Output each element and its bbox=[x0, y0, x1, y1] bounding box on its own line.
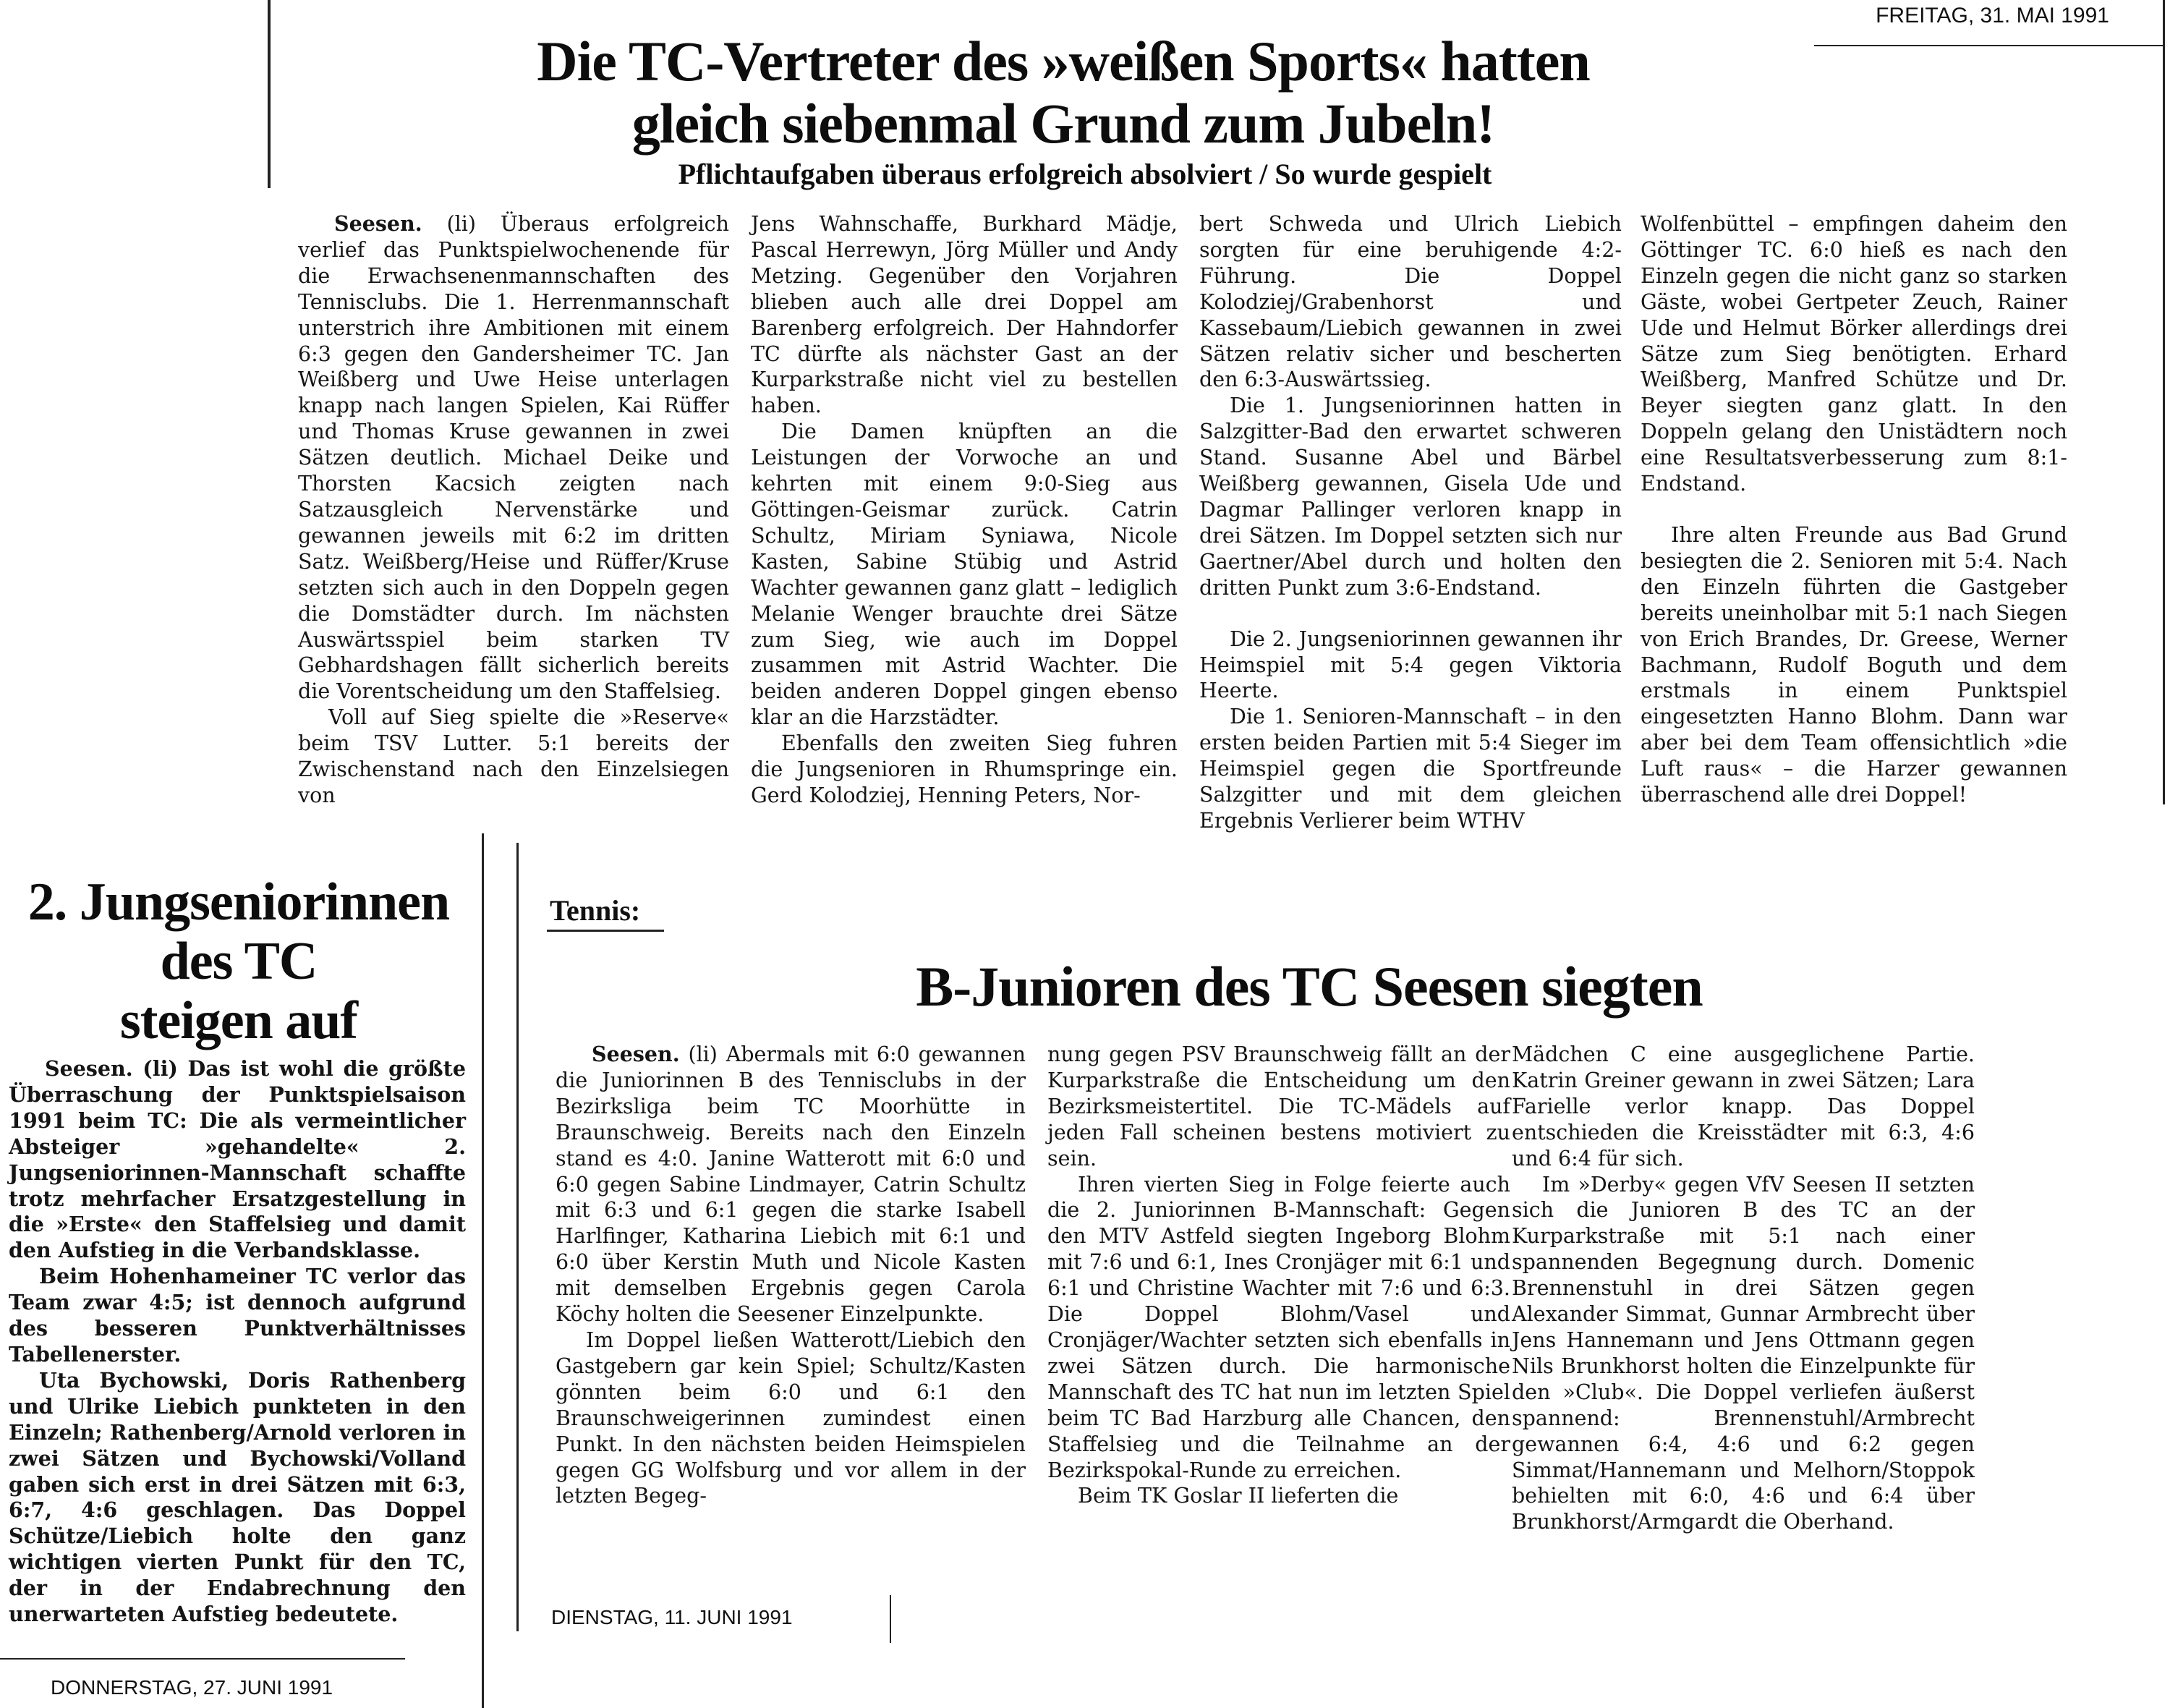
clip3-date: DIENSTAG, 11. JUNI 1991 bbox=[551, 1606, 793, 1628]
clip3-headline: B-Junioren des TC Seesen siegten bbox=[916, 955, 1703, 1018]
clip3-col2-para1: nung gegen PSV Braunschweig fällt an der Kurparkstraße die Entscheidung um den Bezirksmeistertitel. Die TC-Mädels auf jeden Fall scheinen bestens motiviert zu sein. bbox=[1047, 1042, 1510, 1170]
clipping-3 bbox=[514, 843, 2170, 1682]
clip1-col3-para1: bert Schweda und Ulrich Liebich sorgten für eine beruhigende 4:2-Führung. Die Doppel Kolodziej/Grabenhorst und Kassebaum/Liebich gewannen in zwei Sätzen relativ sicher und bescherten den 6:3-Auswärtssieg. bbox=[1199, 212, 1622, 392]
clipping-2 bbox=[0, 833, 486, 1708]
clip3-col3-para2: Im »Derby« gegen VfV Seesen II setzten sich die Junioren B des TC an der Kurparkstraße mit 5:1 nach einer spannenden Begegnung durch. Domenic Brennenstuhl in drei Sätzen gegen Alexander Simmat, Gunnar Armbrecht über Jens Hannemann und Jens Ottmann gegen Nils Brunkhorst holten die Einzelpunkte für den »Club«. Die Doppel verliefen äußerst spannend: Brennenstuhl/Armbrecht gewannen 6:4, 4:6 und 6:2 gegen Simmat/Hannemann und Melhorn/Stoppok behielten mit 6:0, 4:6 und 6:4 über Brunkhorst/Armgardt die Oberhand. bbox=[1512, 1172, 1975, 1534]
clip1-subheadline: Pflichtaufgaben überaus erfolgreich absolviert / So wurde gespielt bbox=[678, 158, 1492, 190]
clip3-kicker: Tennis: bbox=[550, 894, 641, 927]
clip3-col1-para2: Im Doppel ließen Watterott/Liebich den Gastgebern gar kein Spiel; Schultz/Kasten gönnten beim 6:0 und 6:1 den Braunschweigerinnen zumindest einen Punkt. In den nächsten beiden Heimspielen gegen GG Wolfsburg und vor allem in der letzten Begeg- bbox=[556, 1327, 1026, 1508]
clip1-col3-para3: Die 2. Jungseniorinnen gewannen ihr Heimspiel mit 5:4 gegen Viktoria Heerte. bbox=[1199, 626, 1622, 703]
clip3-kicker-underline bbox=[547, 930, 664, 932]
clip3-col1-para1 bbox=[556, 1042, 1026, 1327]
clip1-column-1 bbox=[298, 211, 729, 809]
clip3-col1-para1-text: (li) Abermals mit 6:0 gewannen die Juniorinnen B des Tennisclubs in der Bezirksliga beim TC Moorhütte in Braunschweig. Bereits nach den Einzeln stand es 4:0. Janine Watterott mit 6:0 und 6:0 gegen Sabine Lindmayer, Catrin Schultz mit 6:3 und 6:1 gegen die starke Isabell Harlfinger, Katharina Liebich mit 6:1 und 6:0 über Kerstin Muth und Nicole Kasten mit demselben Ergebnis gegen Carola Köchy holten die Seesener Einzelpunkte. bbox=[556, 1042, 1026, 1327]
clip1-col1-para1 bbox=[298, 211, 729, 705]
clip1-col2-para3: Ebenfalls den zweiten Sieg fuhren die Jungsenioren in Rhumspringe ein. Gerd Kolodziej, Henning Peters, Nor- bbox=[751, 731, 1178, 807]
clip1-column-4 bbox=[1641, 211, 2067, 808]
clip1-col1-para1-text: (li) Überaus erfolgreich verlief das Punktspielwochenende für die Erwachsenenmannschaften des Tennisclubs. Die 1. Herrenmannschaft unterstrich ihre Ambitionen mit einem 6:3 gegen den Gandersheimer TC. Jan Weißberg und Uwe Heise unterlagen knapp nach langen Spielen, Kai Rüffer und Thomas Kruse gewannen in zwei Sätzen deutlich. Michael Deike und Thorsten Kacsich zeigten nach Satzausgleich Nervenstärke und gewannen jeweils mit 6:2 im dritten Satz. Weißberg/Heise und Rüffer/Kruse setzten sich auch in den Doppeln gegen die Domstädter durch. Im nächsten Auswärtsspiel beim starken TV Gebhardshagen fällt sicherlich bereits die Vorentscheidung um den Staffelsieg. bbox=[298, 212, 729, 704]
clip2-para1 bbox=[9, 1056, 466, 1264]
clip1-left-rule bbox=[268, 0, 271, 188]
clip2-headline-line3: steigen auf bbox=[119, 991, 358, 1050]
clip2-para2: Beim Hohenhameiner TC verlor das Team zwar 4:5; ist dennoch aufgrund des besseren Punktverhältnisses Tabellenerster. bbox=[9, 1264, 466, 1367]
clip1-col2-para2: Die Damen knüpften an die Leistungen der Vorwoche an und kehrten mit einem 9:0-Sieg aus Göttingen-Geismar zurück. Catrin Schultz, Miriam Syniawa, Nicole Kasten, Sabine Stübig und Astrid Wachter gewannen ganz glatt – lediglich Melanie Wenger brauchte drei Sätze zum Sieg, wie auch im Doppel zusammen mit Astrid Wachter. Die beiden anderen Doppel gingen ebenso klar an die Harzstädter. bbox=[751, 420, 1178, 730]
clip1-headline-line2: gleich siebenmal Grund zum Jubeln! bbox=[631, 92, 1495, 155]
clip2-para3: Uta Bychowski, Doris Rathenberg und Ulrike Liebich punkteten in den Einzeln; Rathenberg/Arnold verloren in zwei Sätzen und Bychowski/Volland gaben sich erst in drei Sätzen mit 6:3, 6:7, 4:6 geschlagen. Das Doppel Schütze/Liebich holte den ganz wichtigen vierten Punkt für den TC, der in der Endabrechnung den unerwarteten Aufstieg bedeutete. bbox=[9, 1367, 466, 1627]
clip1-col3-para2: Die 1. Jungseniorinnen hatten in Salzgitter-Bad den erwartet schweren Stand. Susanne Abel und Bärbel Weißberg gewannen, Gisela Ude und Dagmar Pallinger verloren knapp in drei Sätzen. Im Doppel setzten sich nur Gaertner/Abel durch und holten den dritten Punkt zum 3:6-Endstand. bbox=[1199, 394, 1622, 600]
clip2-date-rule bbox=[0, 1658, 405, 1660]
clip3-col2-para3: Beim TK Goslar II lieferten die bbox=[1078, 1484, 1399, 1508]
clip3-col3-para1: Mädchen C eine ausgeglichene Partie. Katrin Greiner gewann in zwei Sätzen; Lara Farielle verlor knapp. Das Doppel entschieden die Kreisstädter mit 6:3, 4:6 und 6:4 für sich. bbox=[1512, 1042, 1975, 1170]
clip2-right-rule bbox=[482, 833, 484, 1708]
clip3-date-rule-vertical bbox=[890, 1595, 891, 1643]
clip3-column-2 bbox=[1047, 1042, 1510, 1509]
clip1-col4-para1: Wolfenbüttel – empfingen daheim den Göttinger TC. 6:0 hieß es nach den Einzeln gegen die nicht ganz so starken Gäste, wobei Gertpeter Zeuch, Rainer Ude und Helmut Börker allerdings drei Sätze zum Sieg benötigten. Erhard Weißberg, Manfred Schütze und Dr. Beyer siegten ganz glatt. In den Doppeln gelang den Unistädtern noch eine Resultatsverbesserung zum 8:1-Endstand. bbox=[1641, 212, 2067, 496]
clip1-right-rule bbox=[2163, 0, 2165, 804]
clip3-column-3 bbox=[1512, 1042, 1975, 1535]
clip2-headline-line1: 2. Jungseniorinnen bbox=[27, 872, 450, 932]
clip2-para1-text: (li) Das ist wohl die größte Überraschung der Punktspielsaison 1991 beim TC: Die als vermeintlicher Absteiger »gehandelte« 2. Jungseniorinnen-Mannschaft schaffte trotz mehrfacher Ersatzgestellung in die »Erste« den Staffelsieg und damit den Aufstieg in die Verbandsklasse. bbox=[9, 1056, 466, 1263]
clip1-date: FREITAG, 31. MAI 1991 bbox=[1876, 4, 2109, 27]
clip2-body bbox=[9, 1056, 466, 1628]
clip1-col1-para2: Voll auf Sieg spielte die »Reserve« beim TSV Lutter. 5:1 bereits der Zwischenstand nach den Einzelsiegen von bbox=[298, 705, 729, 807]
clip1-date-rule bbox=[1814, 45, 2163, 46]
clipping-1 bbox=[253, 0, 2170, 833]
clip1-col2-para1: Jens Wahnschaffe, Burkhard Mädje, Pascal Herrewyn, Jörg Müller und Andy Metzing. Gegenüber den Vorjahren blieben auch alle drei Doppel am Barenberg erfolgreich. Der Hahndorfer TC dürfte als nächster Gast an der Kurparkstraße nicht viel zu bestellen haben. bbox=[751, 212, 1178, 418]
clip1-col4-para2: Ihre alten Freunde aus Bad Grund besiegten die 2. Senioren mit 5:4. Nach den Einzeln führten die Gastgeber bereits uneinholbar mit 5:1 nach Siegen von Erich Brandes, Dr. Greese, Werner Bachmann, Rudolf Boguth und dem erstmals in einem Punktspiel eingesetzten Hanno Blohm. Dann war aber bei dem Team offensichtlich »die Luft raus« – die Harzer gewannen überraschend alle drei Doppel! bbox=[1641, 522, 2067, 807]
clip1-col3-para4: Die 1. Senioren-Mannschaft – in den ersten beiden Partien mit 5:4 Sieger im Heimspiel gegen die Sportfreunde Salzgitter und mit dem gleichen Ergebnis Verlierer beim WTHV bbox=[1199, 705, 1622, 833]
clip3-lead: Seesen. bbox=[592, 1042, 680, 1066]
clip3-column-1 bbox=[556, 1042, 1026, 1509]
clip3-col2-para2: Ihren vierten Sieg in Folge feierte auch die 2. Juniorinnen B-Mannschaft: Gegen den MTV Astfeld siegten Ingeborg Blohm mit 7:6 und 6:1, Ines Cronjäger mit 6:1 und 6:1 und Christine Wachter mit 7:6 und 6:3. Die Doppel Blohm/Vasel und Cronjäger/Wachter setzten sich ebenfalls in zwei Sätzen durch. Die harmonische Mannschaft des TC hat nun im letzten Spiel beim TC Bad Harzburg alle Chancen, den Staffelsieg und die Teilnahme an der Bezirkspokal-Runde zu erreichen. bbox=[1047, 1172, 1510, 1482]
clip1-column-3 bbox=[1199, 211, 1622, 834]
clip2-lead: Seesen. bbox=[45, 1056, 133, 1081]
clip3-left-rule bbox=[516, 843, 519, 1631]
clip1-column-2 bbox=[751, 211, 1178, 809]
clip2-headline-line2: des TC bbox=[160, 932, 318, 991]
clip1-lead: Seesen. bbox=[334, 211, 422, 236]
clip2-date: DONNERSTAG, 27. JUNI 1991 bbox=[51, 1676, 333, 1699]
clip1-headline-line1: Die TC-Vertreter des »weißen Sports« hatten bbox=[537, 30, 1590, 93]
